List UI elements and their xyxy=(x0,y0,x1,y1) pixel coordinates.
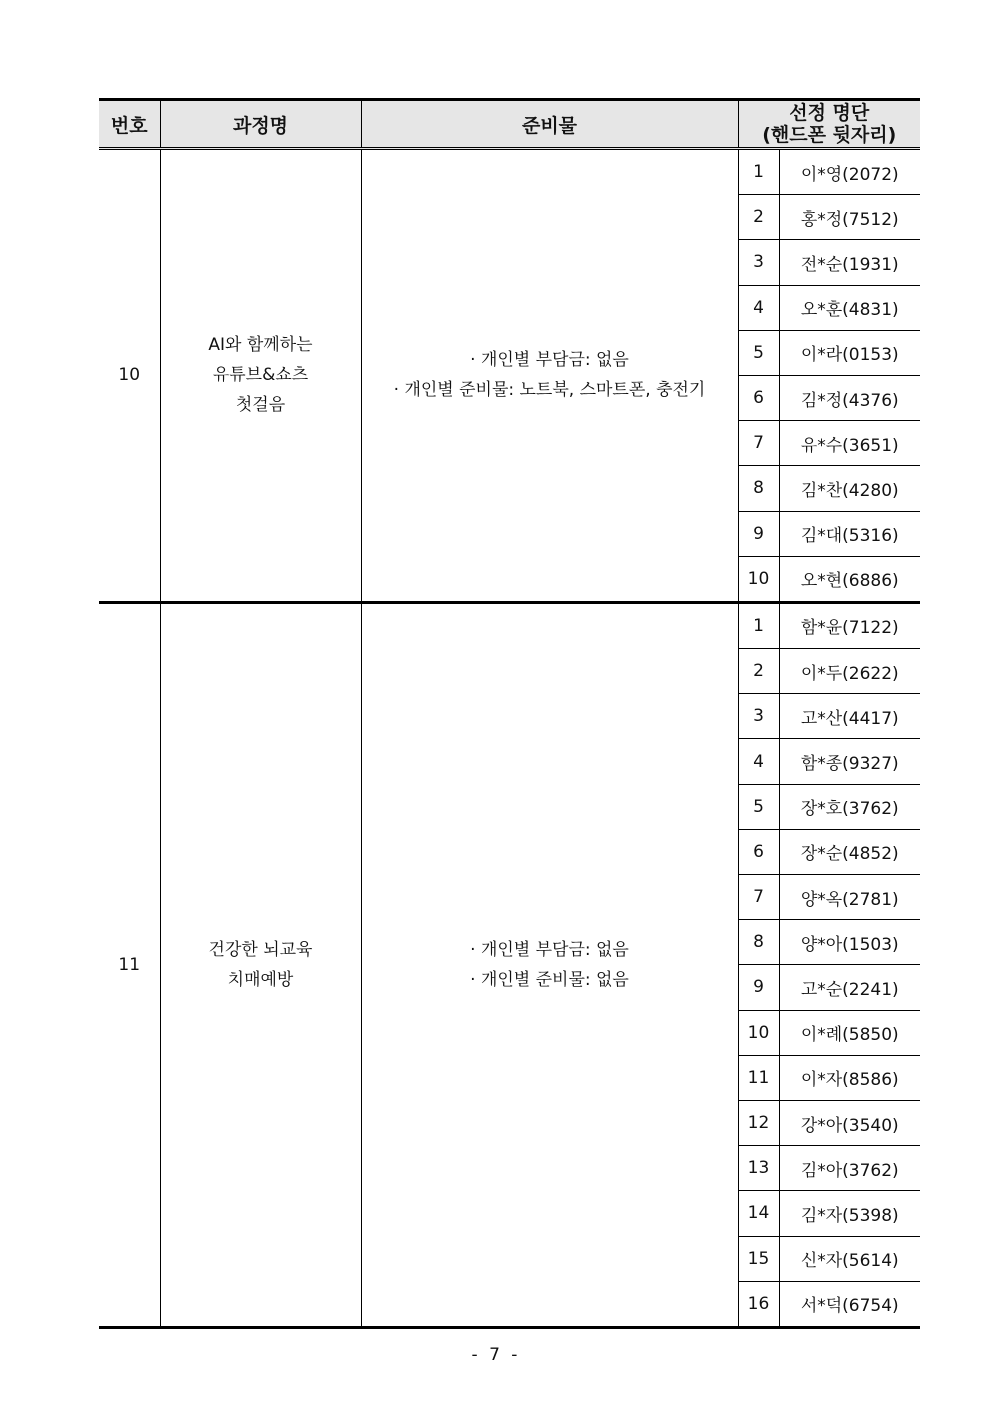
participant-index: 5 xyxy=(738,330,779,375)
participant-name: 오*훈(4831) xyxy=(779,285,920,330)
participant-name: 김*아(3762) xyxy=(779,1146,920,1191)
page-number: - 7 - xyxy=(471,1345,521,1365)
participant-index: 15 xyxy=(738,1236,779,1281)
participant-name: 양*옥(2781) xyxy=(779,875,920,920)
participant-index: 1 xyxy=(738,149,779,195)
participant-name: 이*두(2622) xyxy=(779,649,920,694)
participant-name: 유*수(3651) xyxy=(779,421,920,466)
course-name-line: 건강한 뇌교육 xyxy=(208,939,313,960)
participant-name: 이*자(8586) xyxy=(779,1055,920,1100)
course-name-line: 유튜브&쇼츠 xyxy=(212,365,309,386)
participant-name: 김*정(4376) xyxy=(779,375,920,420)
participant-index: 10 xyxy=(738,556,779,602)
participant-name: 장*호(3762) xyxy=(779,784,920,829)
preparation-item: · 개인별 준비물: 노트북, 스마트폰, 충전기 xyxy=(393,380,706,401)
course-name xyxy=(160,602,361,1327)
participant-index: 6 xyxy=(738,829,779,874)
participant-index: 8 xyxy=(738,466,779,511)
participant-index: 2 xyxy=(738,649,779,694)
course-group xyxy=(99,602,920,1327)
header-selection-line1: 선정 명단 xyxy=(789,102,870,124)
participant-index: 9 xyxy=(738,965,779,1010)
header-preparation: 준비물 xyxy=(361,100,738,149)
participant-index: 3 xyxy=(738,240,779,285)
course-number: 10 xyxy=(99,149,160,603)
participant-name: 서*덕(6754) xyxy=(779,1281,920,1327)
course-group xyxy=(99,149,920,603)
participant-name: 이*영(2072) xyxy=(779,149,920,195)
header-number: 번호 xyxy=(99,100,160,149)
table-row xyxy=(99,149,920,195)
participant-name: 이*라(0153) xyxy=(779,330,920,375)
participant-name: 전*순(1931) xyxy=(779,240,920,285)
course-name-line: AI와 함께하는 xyxy=(208,335,313,356)
selection-table xyxy=(99,98,920,1329)
participant-index: 11 xyxy=(738,1055,779,1100)
table-row xyxy=(99,602,920,648)
participant-name: 김*찬(4280) xyxy=(779,466,920,511)
participant-name: 고*순(2241) xyxy=(779,965,920,1010)
participant-name: 이*례(5850) xyxy=(779,1010,920,1055)
participant-index: 5 xyxy=(738,784,779,829)
participant-index: 10 xyxy=(738,1010,779,1055)
participant-name: 양*아(1503) xyxy=(779,920,920,965)
course-name xyxy=(160,149,361,603)
table-header xyxy=(99,100,920,149)
participant-name: 홍*정(7512) xyxy=(779,195,920,240)
course-name-line: 첫걸음 xyxy=(235,395,286,416)
preparation-item: · 개인별 부담금: 없음 xyxy=(470,939,629,960)
participant-index: 16 xyxy=(738,1281,779,1327)
participant-index: 14 xyxy=(738,1191,779,1236)
participant-name: 함*종(9327) xyxy=(779,739,920,784)
participant-index: 4 xyxy=(738,285,779,330)
header-course: 과정명 xyxy=(160,100,361,149)
participant-index: 1 xyxy=(738,602,779,648)
header-selection xyxy=(738,100,920,149)
participant-index: 12 xyxy=(738,1100,779,1145)
participant-name: 강*아(3540) xyxy=(779,1100,920,1145)
preparation-item: · 개인별 부담금: 없음 xyxy=(470,350,629,371)
participant-index: 9 xyxy=(738,511,779,556)
participant-index: 3 xyxy=(738,694,779,739)
participant-index: 4 xyxy=(738,739,779,784)
participant-name: 오*현(6886) xyxy=(779,556,920,602)
course-number: 11 xyxy=(99,602,160,1327)
participant-index: 7 xyxy=(738,421,779,466)
participant-index: 2 xyxy=(738,195,779,240)
participant-index: 7 xyxy=(738,875,779,920)
participant-name: 김*대(5316) xyxy=(779,511,920,556)
participant-name: 고*산(4417) xyxy=(779,694,920,739)
participant-name: 함*윤(7122) xyxy=(779,602,920,648)
participant-index: 8 xyxy=(738,920,779,965)
course-name-line: 치매예방 xyxy=(227,969,294,990)
participant-index: 6 xyxy=(738,375,779,420)
participant-name: 김*자(5398) xyxy=(779,1191,920,1236)
preparation-details xyxy=(361,602,738,1327)
participant-name: 장*순(4852) xyxy=(779,829,920,874)
preparation-details xyxy=(361,149,738,603)
participant-name: 신*자(5614) xyxy=(779,1236,920,1281)
participant-index: 13 xyxy=(738,1146,779,1191)
preparation-item: · 개인별 준비물: 없음 xyxy=(470,969,629,990)
header-selection-line2: (핸드폰 뒷자리) xyxy=(762,124,897,146)
